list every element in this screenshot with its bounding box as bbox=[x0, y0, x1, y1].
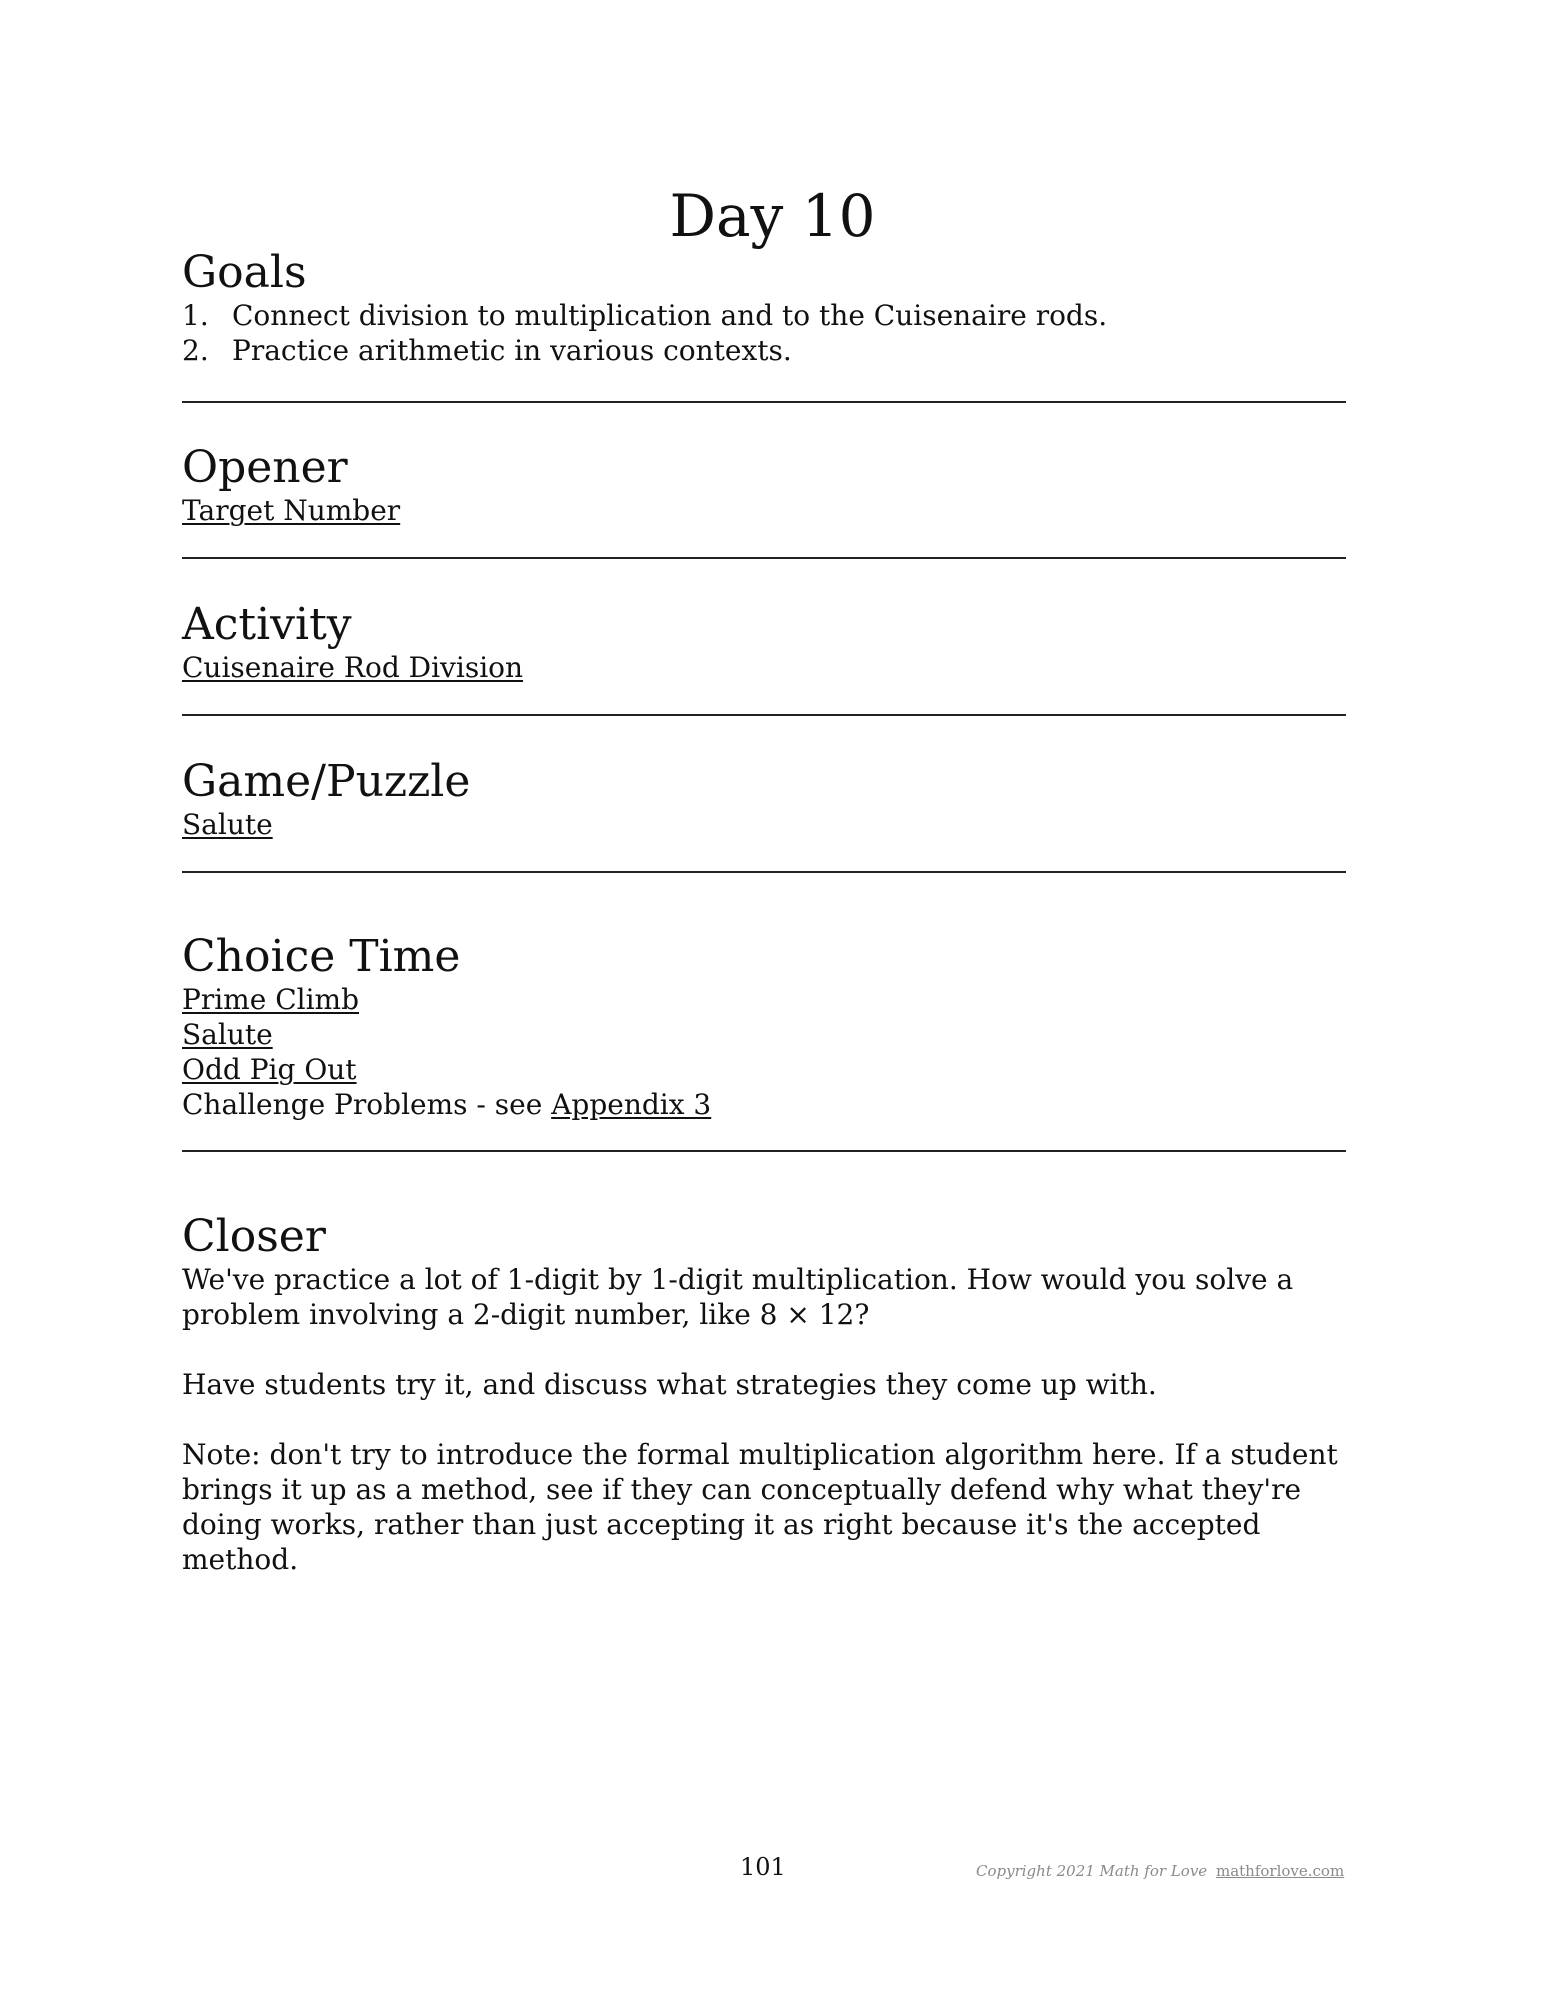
closer-heading: Closer bbox=[182, 1211, 326, 1262]
activity-heading: Activity bbox=[182, 599, 352, 650]
closer-paragraph: We've practice a lot of 1-digit by 1-digit multiplication. How would you solve a problem involving a 2-digit number, like 8 × 12? bbox=[182, 1263, 1294, 1331]
divider bbox=[182, 401, 1346, 403]
page-number: 101 bbox=[740, 1853, 786, 1881]
choice-link-prime-climb[interactable]: Prime Climb bbox=[182, 983, 360, 1016]
goals-section bbox=[182, 248, 1362, 368]
choice-link-salute[interactable]: Salute bbox=[182, 1018, 273, 1051]
choice-heading: Choice Time bbox=[182, 931, 461, 982]
goal-item bbox=[182, 298, 1362, 333]
closer-paragraph: Note: don't try to introduce the formal multiplication algorithm here. If a student brings it up as a method, see if they can conceptually defend why what they're doing works, rather than just accepting it as right because it's the accepted method. bbox=[182, 1438, 1338, 1576]
activity-link[interactable]: Cuisenaire Rod Division bbox=[182, 651, 524, 684]
goal-text: Connect division to multiplication and to the Cuisenaire rods. bbox=[232, 299, 1108, 332]
goal-item bbox=[182, 333, 1362, 368]
goal-text: Practice arithmetic in various contexts. bbox=[232, 334, 792, 367]
opener-heading: Opener bbox=[182, 442, 348, 493]
closer-section bbox=[182, 1212, 1362, 1612]
appendix-link[interactable]: Appendix 3 bbox=[551, 1088, 712, 1121]
goal-number: 2. bbox=[182, 334, 209, 367]
game-heading: Game/Puzzle bbox=[182, 756, 471, 807]
choice-section bbox=[182, 932, 1362, 1122]
divider bbox=[182, 871, 1346, 873]
opener-link[interactable]: Target Number bbox=[182, 494, 401, 527]
copyright-text: Copyright 2021 Math for Love bbox=[976, 1862, 1208, 1880]
opener-section bbox=[182, 443, 1362, 528]
game-section bbox=[182, 757, 1362, 842]
divider bbox=[182, 714, 1346, 716]
page-title: Day 10 bbox=[669, 182, 876, 250]
goal-number: 1. bbox=[182, 299, 209, 332]
divider bbox=[182, 557, 1346, 559]
footer-copyright bbox=[976, 1862, 1344, 1880]
footer-url-link[interactable]: mathforlove.com bbox=[1215, 1862, 1345, 1880]
challenge-text: Challenge Problems - see bbox=[182, 1088, 552, 1121]
divider bbox=[182, 1150, 1346, 1152]
closer-paragraph: Have students try it, and discuss what strategies they come up with. bbox=[182, 1368, 1157, 1401]
choice-link-odd-pig-out[interactable]: Odd Pig Out bbox=[182, 1053, 357, 1086]
game-link[interactable]: Salute bbox=[182, 808, 273, 841]
goals-heading: Goals bbox=[182, 247, 307, 298]
activity-section bbox=[182, 600, 1362, 685]
